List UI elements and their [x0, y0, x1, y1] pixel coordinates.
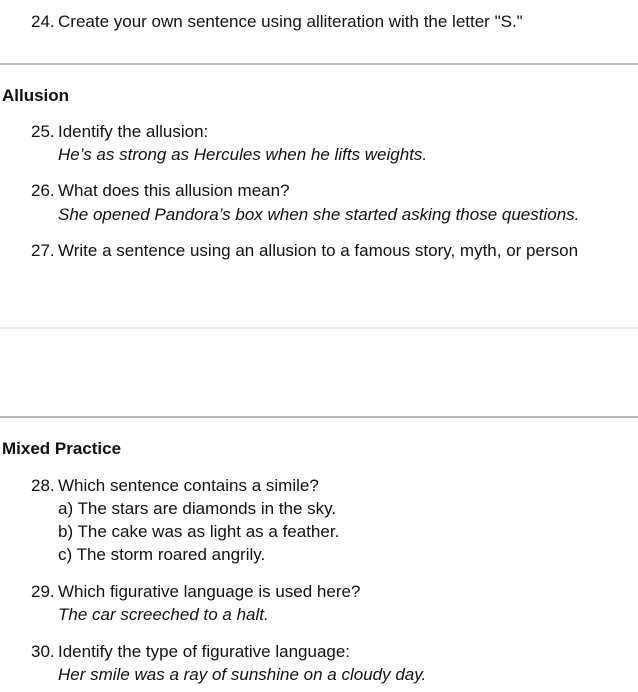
question-29-example: The car screeched to a halt.	[58, 605, 269, 624]
question-26-example: She opened Pandora’s box when she started asking those questions.	[58, 205, 580, 224]
question-text: Create your own sentence using alliteration with the letter "S."	[58, 12, 523, 31]
question-number: 26.	[31, 181, 55, 200]
page-break-line	[0, 327, 638, 329]
question-number: 30.	[31, 642, 55, 661]
question-number: 29.	[31, 582, 55, 601]
question-25-example: He’s as strong as Hercules when he lifts weights.	[58, 145, 428, 164]
question-26	[31, 181, 290, 201]
question-text: What does this allusion mean?	[58, 181, 290, 200]
question-text: Identify the type of figurative language:	[58, 642, 351, 661]
question-24	[31, 12, 523, 32]
question-text: Write a sentence using an allusion to a famous story, myth, or person	[58, 241, 579, 260]
question-text: Which sentence contains a simile?	[58, 476, 319, 495]
question-number: 24.	[31, 12, 55, 31]
question-28	[31, 476, 319, 496]
question-number: 28.	[31, 476, 55, 495]
question-25	[31, 122, 208, 142]
section-divider	[0, 416, 638, 418]
question-30-example: Her smile was a ray of sunshine on a cloudy day.	[58, 665, 427, 684]
question-number: 25.	[31, 122, 55, 141]
answer-option-a: a) The stars are diamonds in the sky.	[58, 499, 337, 518]
question-30	[31, 642, 350, 662]
question-27	[31, 241, 578, 261]
answer-option-c: c) The storm roared angrily.	[58, 545, 266, 564]
section-heading-mixed-practice: Mixed Practice	[2, 439, 122, 458]
section-divider	[0, 63, 638, 65]
question-text: Identify the allusion:	[58, 122, 209, 141]
answer-option-b: b) The cake was as light as a feather.	[58, 522, 340, 541]
section-heading-allusion: Allusion	[2, 86, 70, 105]
question-text: Which figurative language is used here?	[58, 582, 361, 601]
question-29	[31, 582, 360, 602]
question-number: 27.	[31, 241, 55, 260]
